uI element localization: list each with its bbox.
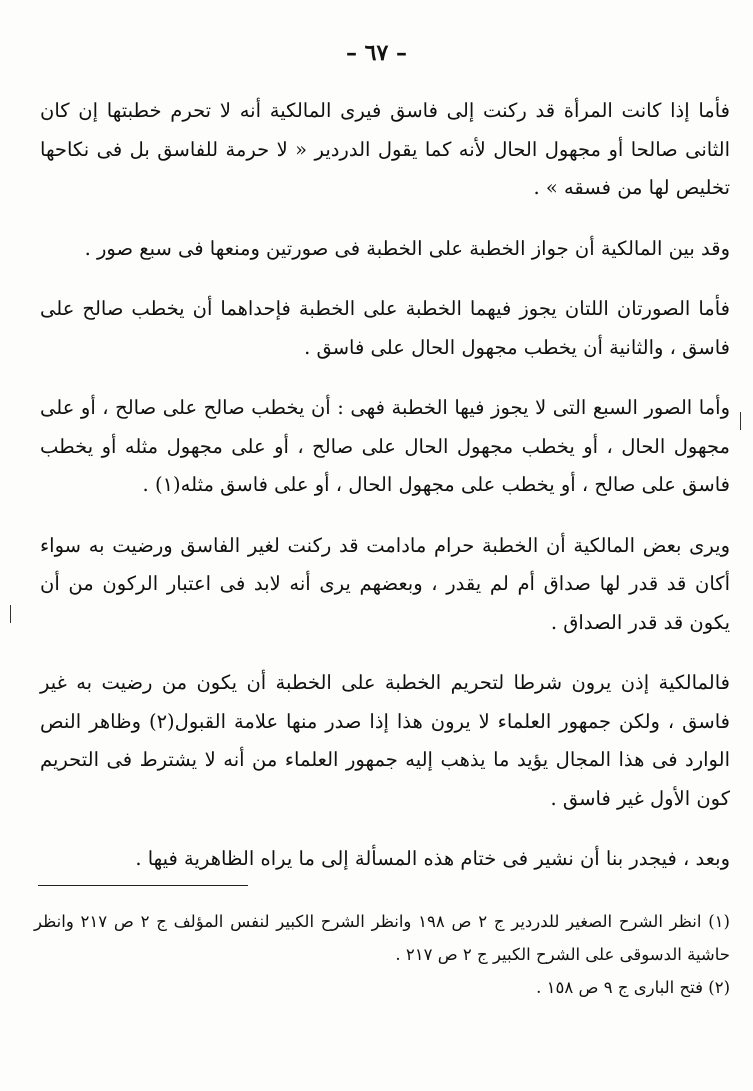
paragraph-1: فأما إذا كانت المرأة قد ركنت إلى فاسق فيرى المالكية أنه لا تحرم خطبتها إن كان الثانى صالحا أو مجهول الحال لأنه كما يقول الدردير « لا حرمة للفاسق بل فى نكاحها تخليص لها من فسقه » . (40, 99, 730, 199)
footnote-1: (١) انظر الشرح الصغير للدردير ج ٢ ص ١٩٨ وانظر الشرح الكبير لنفس المؤلف ج ٢ ص ٢١٧ وانظر حاشية الدسوقى على الشرح الكبير ج ٢ ص ٢١٧ . (34, 912, 730, 964)
paragraph-2: وقد بين المالكية أن جواز الخطبة على الخطبة فى صورتين ومنعها فى سبع صور . (84, 236, 730, 260)
body-text (40, 92, 730, 901)
margin-mark (10, 605, 19, 623)
margin-mark (740, 412, 749, 430)
paragraph-6: فالمالكية إذن يرون شرطا لتحريم الخطبة على الخطبة أن يكون من رضيت به غير فاسق ، ولكن جمهور العلماء لا يرون هذا إذا صدر منها علامة القبول(٢) وظاهر النص الوارد فى هذا المجال يؤيد ما يذهب إليه جمهور العلماء من أنه لا يشترط فى التحريم كون الأول غير فاسق . (40, 671, 730, 810)
footnote-2: (٢) فتح البارى ج ٩ ص ١٥٨ . (536, 978, 730, 997)
paragraph-5: ويرى بعض المالكية أن الخطبة حرام مادامت قد ركنت لغير الفاسق ورضيت به سواء أكان قد قدر لها صداق أم لم يقدر ، وبعضهم يرى أنه لابد فى اعتبار الركون من أن يكون قد قدر الصداق . (40, 533, 730, 634)
paragraph-3: فأما الصورتان اللتان يجوز فيهما الخطبة على الخطبة فإحداهما أن يخطب صالح على فاسق ، والثانية أن يخطب مجهول الحال على فاسق . (40, 297, 730, 359)
footnote-separator (38, 885, 248, 886)
page-number: – ٦٧ – (346, 40, 407, 66)
paragraph-4: وأما الصور السبع التى لا يجوز فيها الخطبة فهى : أن يخطب صالح على صالح ، أو على مجهول الحال ، أو يخطب مجهول الحال على صالح ، أو على مجهول مثله أو يخطب فاسق على صالح ، أو يخطب على مجهول الحال ، أو على فاسق مثله(١) . (40, 396, 730, 496)
footnotes (34, 905, 730, 1004)
paragraph-7: وبعد ، فيجدر بنا أن نشير فى ختام هذه المسألة إلى ما يراه الظاهرية فيها . (135, 847, 730, 870)
